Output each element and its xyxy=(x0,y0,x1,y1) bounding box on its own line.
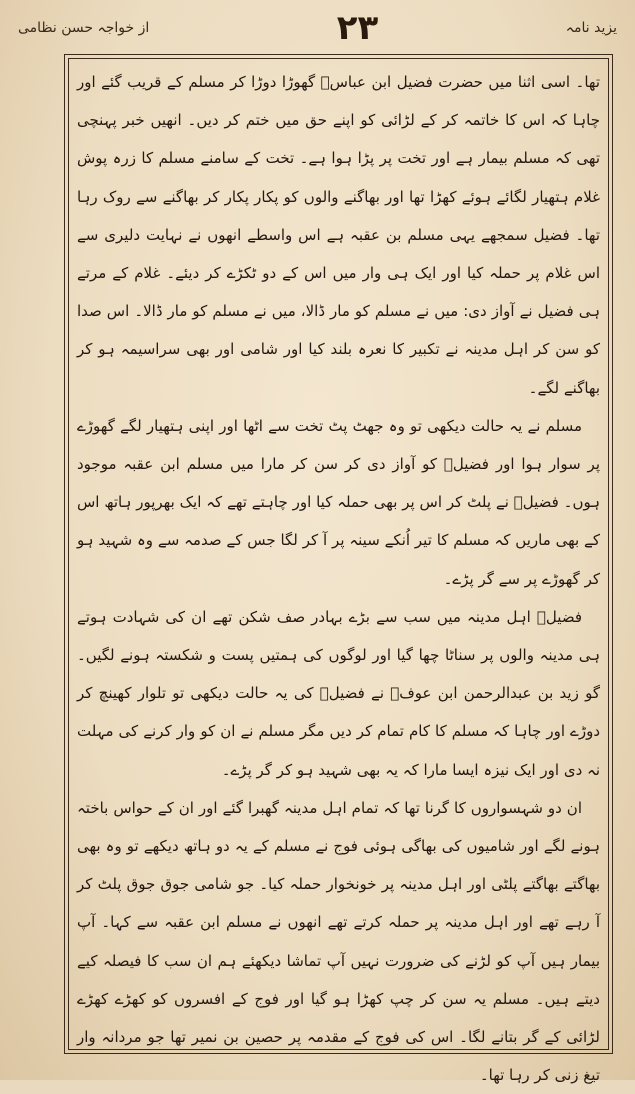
body-text xyxy=(77,63,600,1085)
text-frame xyxy=(64,54,613,1085)
header-author: از خواجہ حسن نظامی xyxy=(18,20,150,36)
paragraph-2: مسلم نے یہ حالت دیکھی تو وہ جھٹ پٹ تخت سے اٹھا اور اپنی ہتھیار لگے گھوڑے پر سوار ہوا اور فضیلؓ کو آواز دی کر سن کر مارا میں مسلم ابن عقبہ موجود ہوں۔ فضیلؓ نے پلٹ کر اس پر بھی حملہ کیا اور چاہتے تھے کہ ایک بھرپور ہاتھ اس کے بھی ماریں کہ مسلم کا تیر اُنکے سینہ پر آ کر لگا جس کے صدمہ سے وہ شہید ہو کر گھوڑے پر سے گر پڑے۔ xyxy=(77,416,600,588)
page-header xyxy=(18,10,617,46)
paragraph-4: ان دو شہسواروں کا گرنا تھا کہ تمام اہل مدینہ گھبرا گئے اور ان کے حواس باختہ ہونے لگے اور شامیوں کی بھاگی ہوئی فوج نے مسلم کے یہ دو ہاتھ دیکھے تو وہ بھی بھاگتے بھاگتے پلٹی اور اہل مدینہ پر خونخوار حملہ کیا۔ جو شامی جوق جوق پلٹ کر آ رہے تھے اور اہل مدینہ پر حملہ کرتے تھے انھوں نے مسلم ابن عقبہ سے کہا۔ آپ بیمار ہیں آپ کو لڑنے کی ضرورت نہیں آپ تماشا دیکھئے ہم ان سب کا فیصلہ کیے دیتے ہیں۔ مسلم یہ سن کر چپ کھڑا ہو گیا اور فوج کے افسروں کو کھڑے کھڑے لڑائی کے گر بتانے لگا۔ اس کی فوج کے مقدمہ پر حصین بن نمیر تھا جو مردانہ وار تیغ زنی کر رہا تھا۔ xyxy=(77,798,600,1085)
page-number: ۲۳ xyxy=(336,8,379,48)
paragraph-1: تھا۔ اسی اثنا میں حضرت فضیل ابن عباسؓ گھوڑا دوڑا کر مسلم کے قریب گئے اور چاہا کہ اس کا خاتمہ کر کے لڑائی کو اپنے حق میں ختم کر دیں۔ انھیں خبر پہنچی تھی کہ مسلم بیمار ہے اور تخت پر پڑا ہوا ہے۔ تخت کے سامنے مسلم کا زرہ پوش غلام ہتھیار لگائے ہوئے کھڑا تھا اور بھاگنے والوں کو پکار پکار کر بھاگنے سے روک رہا تھا۔ فضیل سمجھے یہی مسلم بن عقبہ ہے اس واسطے انھوں نے نہایت دلیری سے اس غلام پر حملہ کیا اور ایک ہی وار میں اس کے دو ٹکڑے کر دیئے۔ غلام کے مرتے ہی فضیل نے آواز دی: میں نے مسلم کو مار ڈالا، میں نے مسلم کو مار ڈالا۔ اس صدا کو سن کر اہل مدینہ نے تکبیر کا نعرہ بلند کیا اور شامی اور بھی سراسیمہ ہو کر بھاگنے لگے۔ xyxy=(77,73,600,397)
header-book-title: یزید نامہ xyxy=(565,20,617,36)
paragraph-3: فضیلؓ اہل مدینہ میں سب سے بڑے بہادر صف شکن تھے ان کی شہادت ہوتے ہی مدینہ والوں پر سناٹا چھا گیا اور لوگوں کی ہمتیں پست و شکستہ ہونے لگیں۔ گو زید بن عبدالرحمن ابن عوفؓ نے فضیلؓ کی یہ حالت دیکھی تو تلوار کھینچ کر دوڑے اور چاہا کہ مسلم کا کام تمام کر دیں مگر مسلم نے ان کو وار کرنے کی مہلت نہ دی اور ایک نیزہ ایسا مارا کہ یہ بھی شہید ہو کر گر پڑے۔ xyxy=(77,607,600,779)
